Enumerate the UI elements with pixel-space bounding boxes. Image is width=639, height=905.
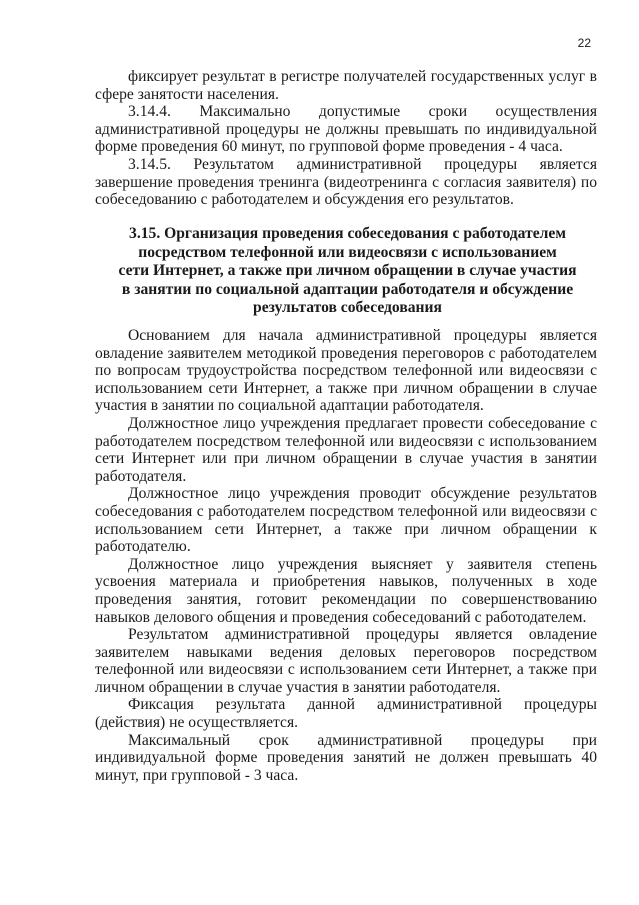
paragraph-max-duration: Максимальный срок административной процедуры при индивидуальной форме проведения занятий не должен превышать 40 минут, при групповой - 3 часа. (95, 731, 597, 784)
heading-line: посредством телефонной или видеосвязи с использованием (138, 243, 557, 261)
heading-line: сети Интернет, а также при личном обращении в случае участия (118, 262, 577, 279)
paragraph-3-14-5: 3.14.5. Результатом административной процедуры является завершение проведения тренинга (видеотренинга с согласия заявителя) по собеседованию с работодателем и обсуждения его результатов. (95, 155, 597, 209)
section-heading-3-15 (100, 225, 595, 318)
paragraph-basis: Основанием для начала административной процедуры является овладение заявителем методикой проведения переговоров с работодателем по вопросам трудоустройства посредством телефонной или видеосвязи с использованием сети Интернет, а также при личном обращении в случае участия в занятии по социальной адаптации работодателя. (95, 327, 597, 415)
paragraph-assessment: Должностное лицо учреждения выясняет у заявителя степень усвоения материала и приобретения навыков, полученных в ходе проведения занятия, готовит рекомендации по совершенствованию навыков делового общения и проведения собеседований с работодателем. (95, 555, 597, 626)
page-number: 22 (577, 36, 591, 50)
top-section (95, 68, 597, 209)
paragraph-fixation: Фиксация результата данной административной процедуры (действия) не осуществляется. (95, 696, 597, 732)
heading-line: 3.15. Организация проведения собеседования с работодателем (129, 225, 566, 242)
paragraph-result: Результатом административной процедуры является овладение заявителем навыками ведения деловых переговоров посредством телефонной или видеосвязи с использованием сети Интернет, а также при личном обращении в случае участия в занятии работодателя. (95, 626, 597, 696)
paragraph-3-14-4: 3.14.4. Максимально допустимые сроки осуществления административной процедуры не должны превышать по индивидуальной форме проведения 60 минут, по групповой форме проведения - 4 часа. (95, 103, 597, 156)
paragraph-offers-interview: Должностное лицо учреждения предлагает провести собеседование с работодателем посредством телефонной или видеосвязи с использованием сети Интернет или при личном обращении в случае участия в занятии работодателя. (95, 414, 597, 485)
heading-line: в занятии по социальной адаптации работодателя и обсуждение (121, 280, 574, 298)
heading-line: результатов собеседования (253, 299, 442, 316)
paragraph-result-registry: фиксирует результат в регистре получателей государственных услуг в сфере занятости населения. (95, 68, 597, 103)
body-section (95, 327, 597, 784)
paragraph-discussion: Должностное лицо учреждения проводит обсуждение результатов собеседования с работодателем посредством телефонной или видеосвязи с использованием сети Интернет, а также при личном обращении к работодателю. (95, 485, 597, 556)
